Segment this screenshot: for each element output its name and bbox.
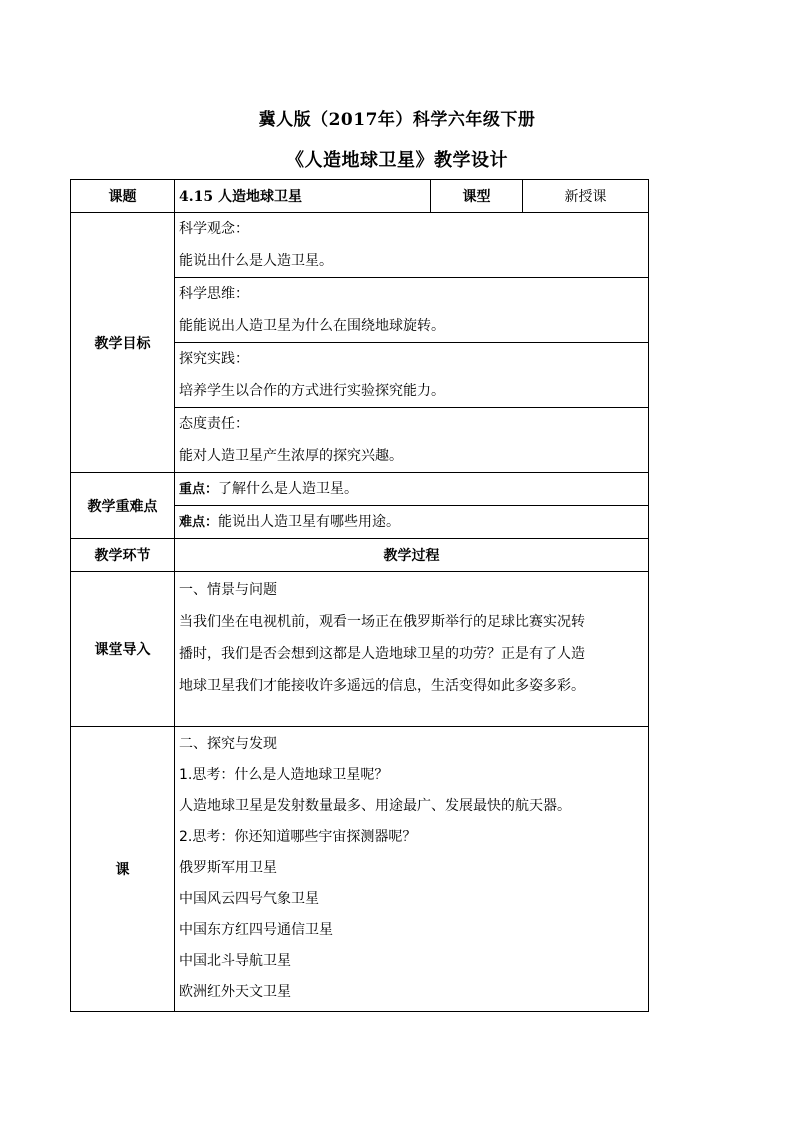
intro-line: 地球卫星我们才能接收许多遥远的信息，生活变得如此多姿多彩。 bbox=[179, 678, 585, 694]
objective-cell bbox=[175, 213, 649, 278]
key-point-label: 重点： bbox=[179, 482, 219, 497]
intro-row bbox=[71, 572, 649, 727]
stage-header: 教学环节 bbox=[71, 539, 175, 572]
type-label: 课型 bbox=[431, 180, 523, 213]
intro-line: 一、情景与问题 bbox=[179, 582, 277, 598]
objective-heading: 科学思维： bbox=[179, 286, 249, 302]
topic-label: 课题 bbox=[71, 180, 175, 213]
process-header: 教学过程 bbox=[175, 539, 649, 572]
lesson-line: 2.思考：你还知道哪些宇宙探测器呢？ bbox=[179, 829, 417, 845]
objective-heading: 态度责任： bbox=[179, 416, 249, 432]
lesson-line: 俄罗斯军用卫星 bbox=[179, 860, 277, 876]
type-value: 新授课 bbox=[523, 180, 649, 213]
difficult-point-label: 难点： bbox=[179, 515, 219, 530]
key-point-cell bbox=[175, 473, 649, 506]
objective-cell bbox=[175, 343, 649, 408]
lesson-line: 二、探究与发现 bbox=[179, 736, 277, 752]
lesson-line: 欧洲红外天文卫星 bbox=[179, 984, 291, 1000]
difficult-point-text: 能说出人造卫星有哪些用途。 bbox=[218, 514, 401, 530]
key-points-label: 教学重难点 bbox=[71, 473, 175, 539]
document-subtitle: 《人造地球卫星》教学设计 bbox=[286, 150, 508, 171]
intro-line: 播时，我们是否会想到这都是人造地球卫星的功劳？正是有了人造 bbox=[179, 646, 585, 662]
objective-text: 能说出什么是人造卫星。 bbox=[179, 253, 333, 269]
topic-row bbox=[71, 180, 649, 213]
lesson-content bbox=[175, 727, 649, 1012]
key-point-row bbox=[71, 473, 649, 506]
objective-text: 培养学生以合作的方式进行实验探究能力。 bbox=[179, 383, 445, 399]
objective-cell bbox=[175, 278, 649, 343]
lesson-line: 人造地球卫星是发射数量最多、用途最广、发展最快的航天器。 bbox=[179, 798, 571, 814]
lesson-plan-table bbox=[70, 179, 649, 1012]
objective-text: 能对人造卫星产生浓厚的探究兴趣。 bbox=[179, 448, 403, 464]
lesson-label: 课 bbox=[71, 727, 175, 1012]
lesson-line: 1.思考：什么是人造地球卫星呢？ bbox=[179, 767, 389, 783]
intro-label: 课堂导入 bbox=[71, 572, 175, 727]
lesson-line: 中国风云四号气象卫星 bbox=[179, 891, 319, 907]
lesson-line: 中国东方红四号通信卫星 bbox=[179, 922, 333, 938]
objectives-label: 教学目标 bbox=[71, 213, 175, 473]
objective-row bbox=[71, 213, 649, 278]
objective-heading: 探究实践： bbox=[179, 351, 249, 367]
objective-text: 能能说出人造卫星为什么在围绕地球旋转。 bbox=[179, 318, 445, 334]
key-point-text: 了解什么是人造卫星。 bbox=[218, 481, 359, 497]
topic-value: 4.15 人造地球卫星 bbox=[175, 180, 431, 213]
intro-line: 当我们坐在电视机前，观看一场正在俄罗斯举行的足球比赛实况转 bbox=[179, 614, 585, 630]
lesson-line: 中国北斗导航卫星 bbox=[179, 953, 291, 969]
objective-heading: 科学观念： bbox=[179, 221, 249, 237]
document-title: 冀人版（2017年）科学六年级下册 bbox=[258, 110, 536, 130]
difficult-point-cell bbox=[175, 506, 649, 539]
intro-content bbox=[175, 572, 649, 727]
objective-cell bbox=[175, 408, 649, 473]
process-header-row bbox=[71, 539, 649, 572]
lesson-row bbox=[71, 727, 649, 1012]
